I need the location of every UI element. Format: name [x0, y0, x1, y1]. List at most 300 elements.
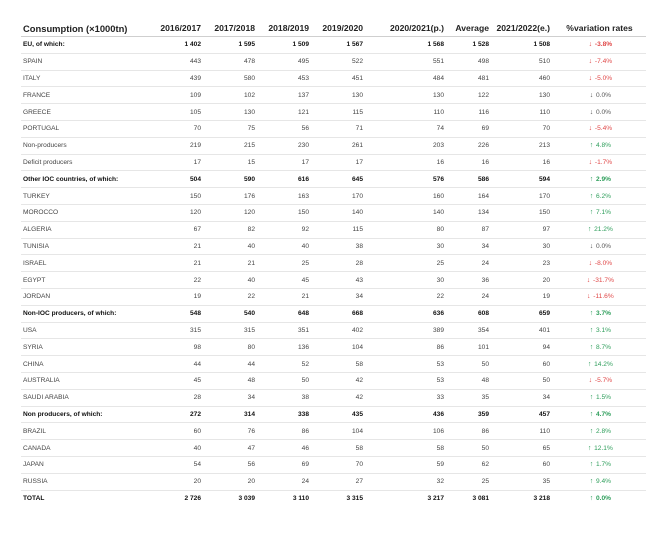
table-row — [21, 238, 646, 255]
row-label: Deficit producers — [21, 154, 151, 171]
row-label: JAPAN — [21, 456, 151, 473]
value-cell: 24 — [447, 255, 492, 272]
arrow-up-icon: ↑ — [589, 326, 594, 334]
value-cell: 1 568 — [366, 37, 447, 54]
row-label: Non-producers — [21, 137, 151, 154]
value-cell: 16 — [366, 154, 447, 171]
value-cell: 498 — [447, 53, 492, 70]
variation-value: -11.6% — [593, 293, 614, 301]
table-row — [21, 188, 646, 205]
value-cell: 586 — [447, 171, 492, 188]
column-header-2018-2019: 2018/2019 — [258, 20, 312, 37]
row-label: MOROCCO — [21, 204, 151, 221]
variation-value: 2.9% — [595, 175, 612, 183]
row-label: AUSTRALIA — [21, 372, 151, 389]
arrow-down-icon: ↓ — [588, 58, 593, 66]
value-cell: 272 — [151, 406, 204, 423]
row-label: RUSSIA — [21, 473, 151, 490]
table-row — [21, 288, 646, 305]
table-row — [21, 154, 646, 171]
value-cell: 580 — [204, 70, 258, 87]
value-cell: 34 — [492, 389, 553, 406]
row-label: ISRAEL — [21, 255, 151, 272]
arrow-down-icon: ↓ — [588, 74, 593, 82]
variation-value: 14.2% — [594, 360, 613, 368]
row-label: ITALY — [21, 70, 151, 87]
value-cell: 40 — [151, 440, 204, 457]
arrow-up-icon: ↑ — [589, 209, 594, 217]
value-cell: 3 217 — [427, 494, 444, 502]
value-cell: 45 — [151, 372, 204, 389]
variation-value: 4.7% — [595, 410, 612, 418]
value-cell: 43 — [312, 272, 366, 289]
value-cell: 170 — [312, 188, 366, 205]
value-cell: 47 — [204, 440, 258, 457]
value-cell: 33 — [366, 389, 447, 406]
value-cell: 20 — [151, 473, 204, 490]
arrow-up-icon: ↑ — [589, 175, 594, 183]
value-cell: 48 — [447, 372, 492, 389]
value-cell: 115 — [312, 221, 366, 238]
table-row — [21, 423, 646, 440]
variation-value: -5.4% — [594, 125, 613, 133]
value-cell: 48 — [204, 372, 258, 389]
value-cell: 140 — [312, 204, 366, 221]
value-cell: 105 — [151, 104, 204, 121]
variation-cell — [553, 104, 646, 121]
value-cell: 32 — [366, 473, 447, 490]
value-cell: 35 — [447, 389, 492, 406]
column-header-2019-2020: 2019/2020 — [312, 20, 366, 37]
arrow-down-icon: ↓ — [588, 259, 593, 267]
value-cell: 38 — [312, 238, 366, 255]
value-cell: 130 — [366, 87, 447, 104]
table-row — [21, 204, 646, 221]
table-row — [21, 37, 646, 54]
value-cell: 130 — [492, 87, 553, 104]
value-cell: 150 — [492, 204, 553, 221]
value-cell: 34 — [312, 288, 366, 305]
value-cell: 25 — [366, 255, 447, 272]
value-cell: 22 — [151, 272, 204, 289]
value-cell: 25 — [258, 255, 312, 272]
row-label: PORTUGAL — [21, 120, 151, 137]
arrow-up-icon: ↑ — [587, 226, 592, 234]
value-cell: 59 — [366, 456, 447, 473]
value-cell: 50 — [258, 372, 312, 389]
value-cell: 176 — [204, 188, 258, 205]
value-cell: 164 — [447, 188, 492, 205]
value-cell: 104 — [312, 423, 366, 440]
table-body — [21, 37, 646, 507]
row-label: FRANCE — [21, 87, 151, 104]
value-cell: 551 — [366, 53, 447, 70]
value-cell: 659 — [492, 305, 553, 322]
value-cell: 226 — [447, 137, 492, 154]
value-cell: 150 — [151, 188, 204, 205]
variation-value: 12.1% — [594, 444, 613, 452]
value-cell: 38 — [258, 389, 312, 406]
variation-cell — [553, 305, 646, 322]
variation-cell — [553, 188, 646, 205]
value-cell: 30 — [492, 238, 553, 255]
value-cell: 28 — [151, 389, 204, 406]
value-cell: 137 — [258, 87, 312, 104]
value-cell: 213 — [492, 137, 553, 154]
variation-cell — [553, 356, 646, 373]
row-label: TOTAL — [23, 494, 45, 502]
value-cell: 481 — [447, 70, 492, 87]
variation-cell — [553, 406, 646, 423]
value-cell: 20 — [204, 473, 258, 490]
value-cell: 21 — [151, 255, 204, 272]
value-cell: 50 — [447, 440, 492, 457]
value-cell: 315 — [204, 322, 258, 339]
arrow-up-icon: ↑ — [589, 494, 594, 502]
arrow-up-icon: ↑ — [587, 360, 592, 368]
value-cell: 203 — [366, 137, 447, 154]
arrow-down-icon: ↓ — [587, 293, 591, 301]
table-row — [21, 53, 646, 70]
value-cell: 136 — [258, 339, 312, 356]
row-label: BRAZIL — [21, 423, 151, 440]
value-cell: 28 — [312, 255, 366, 272]
value-cell: 40 — [204, 272, 258, 289]
value-cell: 122 — [447, 87, 492, 104]
variation-value: 6.2% — [595, 192, 612, 200]
table-row — [21, 339, 646, 356]
value-cell: 1 567 — [312, 37, 366, 54]
value-cell: 24 — [258, 473, 312, 490]
value-cell: 53 — [366, 372, 447, 389]
row-label: TUNISIA — [21, 238, 151, 255]
value-cell: 130 — [204, 104, 258, 121]
value-cell: 110 — [366, 104, 447, 121]
row-label: GREECE — [21, 104, 151, 121]
value-cell: 648 — [258, 305, 312, 322]
value-cell: 15 — [204, 154, 258, 171]
table-row — [21, 456, 646, 473]
table-row — [21, 104, 646, 121]
variation-cell — [553, 423, 646, 440]
table-row — [21, 255, 646, 272]
variation-cell — [553, 87, 646, 104]
value-cell: 36 — [447, 272, 492, 289]
variation-value: 0.0% — [595, 242, 612, 250]
value-cell: 24 — [447, 288, 492, 305]
value-cell: 20 — [492, 272, 553, 289]
variation-cell — [553, 440, 646, 457]
arrow-down-icon: ↓ — [588, 377, 593, 385]
value-cell: 460 — [492, 70, 553, 87]
arrow-up-icon: ↑ — [589, 461, 594, 469]
value-cell: 104 — [312, 339, 366, 356]
value-cell: 30 — [366, 272, 447, 289]
value-cell: 314 — [204, 406, 258, 423]
value-cell: 42 — [312, 372, 366, 389]
value-cell: 163 — [258, 188, 312, 205]
value-cell: 16 — [447, 154, 492, 171]
column-header-2021-2022: 2021/2022(e.) — [492, 20, 553, 37]
value-cell: 522 — [312, 53, 366, 70]
value-cell: 17 — [151, 154, 204, 171]
value-cell: 1 402 — [151, 37, 204, 54]
value-cell: 58 — [366, 440, 447, 457]
value-cell: 27 — [312, 473, 366, 490]
value-cell: 590 — [204, 171, 258, 188]
value-cell: 34 — [204, 389, 258, 406]
value-cell: 62 — [447, 456, 492, 473]
arrow-up-icon: ↑ — [587, 444, 592, 452]
table-row — [21, 120, 646, 137]
table-row — [21, 70, 646, 87]
arrow-up-icon: ↑ — [589, 394, 594, 402]
value-cell: 34 — [447, 238, 492, 255]
table-row — [21, 272, 646, 289]
table-row — [21, 305, 646, 322]
value-cell: 54 — [151, 456, 204, 473]
value-cell: 121 — [258, 104, 312, 121]
value-cell: 69 — [447, 120, 492, 137]
value-cell: 40 — [204, 238, 258, 255]
value-cell: 86 — [258, 423, 312, 440]
variation-cell — [553, 372, 646, 389]
value-cell: 140 — [366, 204, 447, 221]
value-cell: 44 — [204, 356, 258, 373]
table-row — [21, 473, 646, 490]
variation-value: -31.7% — [593, 276, 614, 284]
value-cell: 74 — [366, 120, 447, 137]
table-row — [21, 137, 646, 154]
table-row — [21, 406, 646, 423]
value-cell: 97 — [492, 221, 553, 238]
value-cell: 134 — [447, 204, 492, 221]
arrow-up-icon: ↑ — [589, 343, 594, 351]
value-cell: 16 — [492, 154, 553, 171]
value-cell: 439 — [151, 70, 204, 87]
value-cell: 3 218 — [533, 494, 550, 502]
arrow-down-icon: ↓ — [589, 91, 594, 99]
value-cell: 22 — [204, 288, 258, 305]
value-cell: 261 — [312, 137, 366, 154]
variation-value: 3.7% — [595, 310, 612, 318]
table-row — [21, 490, 646, 506]
row-label: Non producers, of which: — [21, 406, 151, 423]
arrow-up-icon: ↑ — [589, 142, 594, 150]
value-cell: 3 081 — [472, 494, 489, 502]
variation-cell — [553, 490, 646, 506]
value-cell: 453 — [258, 70, 312, 87]
variation-value: -5.7% — [594, 377, 613, 385]
column-header-average: Average — [447, 20, 492, 37]
row-label: JORDAN — [21, 288, 151, 305]
value-cell: 510 — [492, 53, 553, 70]
value-cell: 338 — [258, 406, 312, 423]
arrow-down-icon: ↓ — [588, 125, 593, 133]
value-cell: 17 — [258, 154, 312, 171]
column-header-2017-2018: 2017/2018 — [204, 20, 258, 37]
variation-value: 21.2% — [594, 226, 613, 234]
value-cell: 87 — [447, 221, 492, 238]
value-cell: 402 — [312, 322, 366, 339]
variation-cell — [553, 137, 646, 154]
value-cell: 44 — [151, 356, 204, 373]
table-header-row — [21, 20, 646, 37]
column-header-variation: %variation rates — [553, 20, 646, 37]
arrow-down-icon: ↓ — [588, 158, 593, 166]
variation-value: 4.8% — [595, 142, 612, 150]
value-cell: 67 — [151, 221, 204, 238]
value-cell: 115 — [312, 104, 366, 121]
value-cell: 668 — [312, 305, 366, 322]
variation-cell — [553, 221, 646, 238]
value-cell: 484 — [366, 70, 447, 87]
value-cell: 436 — [366, 406, 447, 423]
variation-value: 8.7% — [595, 343, 612, 351]
variation-cell — [553, 288, 646, 305]
row-label: EGYPT — [21, 272, 151, 289]
value-cell: 98 — [151, 339, 204, 356]
value-cell: 109 — [151, 87, 204, 104]
table-row — [21, 440, 646, 457]
variation-value: 0.0% — [595, 108, 612, 116]
variation-value: 2.8% — [595, 427, 612, 435]
value-cell: 160 — [366, 188, 447, 205]
table-row — [21, 322, 646, 339]
value-cell: 21 — [204, 255, 258, 272]
variation-value: 7.1% — [595, 209, 612, 217]
value-cell: 110 — [492, 104, 553, 121]
value-cell: 86 — [366, 339, 447, 356]
variation-value: -7.4% — [594, 58, 613, 66]
value-cell: 540 — [204, 305, 258, 322]
value-cell: 70 — [151, 120, 204, 137]
value-cell: 315 — [151, 322, 204, 339]
value-cell: 35 — [492, 473, 553, 490]
value-cell: 106 — [366, 423, 447, 440]
arrow-down-icon: ↓ — [586, 276, 591, 284]
value-cell: 608 — [447, 305, 492, 322]
value-cell: 457 — [492, 406, 553, 423]
variation-cell — [553, 255, 646, 272]
value-cell: 215 — [204, 137, 258, 154]
value-cell: 69 — [258, 456, 312, 473]
variation-cell — [553, 272, 646, 289]
value-cell: 53 — [366, 356, 447, 373]
row-label: EU, of which: — [21, 37, 151, 54]
value-cell: 25 — [447, 473, 492, 490]
value-cell: 56 — [204, 456, 258, 473]
variation-value: -8.0% — [594, 259, 613, 267]
table-row — [21, 87, 646, 104]
value-cell: 219 — [151, 137, 204, 154]
value-cell: 19 — [151, 288, 204, 305]
value-cell: 19 — [492, 288, 553, 305]
value-cell: 548 — [151, 305, 204, 322]
variation-cell — [553, 120, 646, 137]
value-cell: 71 — [312, 120, 366, 137]
value-cell: 70 — [312, 456, 366, 473]
row-label: CHINA — [21, 356, 151, 373]
value-cell: 594 — [492, 171, 553, 188]
value-cell: 21 — [151, 238, 204, 255]
arrow-up-icon: ↑ — [589, 478, 594, 486]
value-cell: 504 — [151, 171, 204, 188]
value-cell: 120 — [204, 204, 258, 221]
arrow-down-icon: ↓ — [589, 242, 594, 250]
value-cell: 40 — [258, 238, 312, 255]
variation-cell — [553, 70, 646, 87]
value-cell: 1 508 — [492, 37, 553, 54]
value-cell: 76 — [204, 423, 258, 440]
value-cell: 116 — [447, 104, 492, 121]
value-cell: 359 — [447, 406, 492, 423]
value-cell: 60 — [492, 356, 553, 373]
value-cell: 65 — [492, 440, 553, 457]
value-cell: 56 — [258, 120, 312, 137]
arrow-up-icon: ↑ — [589, 310, 594, 318]
row-label: SPAIN — [21, 53, 151, 70]
value-cell: 645 — [312, 171, 366, 188]
value-cell: 102 — [204, 87, 258, 104]
variation-value: 9.4% — [595, 478, 612, 486]
value-cell: 351 — [258, 322, 312, 339]
variation-cell — [553, 339, 646, 356]
value-cell: 230 — [258, 137, 312, 154]
value-cell: 22 — [366, 288, 447, 305]
variation-cell — [553, 238, 646, 255]
arrow-down-icon: ↓ — [588, 41, 593, 49]
value-cell: 42 — [312, 389, 366, 406]
value-cell: 1 595 — [204, 37, 258, 54]
value-cell: 30 — [366, 238, 447, 255]
variation-cell — [553, 456, 646, 473]
arrow-up-icon: ↑ — [589, 427, 594, 435]
value-cell: 616 — [258, 171, 312, 188]
variation-value: 3.1% — [595, 326, 612, 334]
table-row — [21, 389, 646, 406]
variation-cell — [553, 204, 646, 221]
column-header-2016-2017: 2016/2017 — [151, 20, 204, 37]
value-cell: 435 — [312, 406, 366, 423]
variation-cell — [553, 322, 646, 339]
value-cell: 3 110 — [292, 494, 309, 502]
row-label: Other IOC countries, of which: — [21, 171, 151, 188]
value-cell: 82 — [204, 221, 258, 238]
row-label: USA — [21, 322, 151, 339]
variation-cell — [553, 389, 646, 406]
value-cell: 94 — [492, 339, 553, 356]
value-cell: 389 — [366, 322, 447, 339]
column-header-2020-2021: 2020/2021(p.) — [366, 20, 447, 37]
value-cell: 52 — [258, 356, 312, 373]
row-label: TURKEY — [21, 188, 151, 205]
variation-cell — [553, 154, 646, 171]
value-cell: 101 — [447, 339, 492, 356]
variation-cell — [553, 171, 646, 188]
value-cell: 1 528 — [447, 37, 492, 54]
variation-value: 0.0% — [595, 91, 612, 99]
value-cell: 50 — [447, 356, 492, 373]
variation-value: -3.8% — [594, 41, 613, 49]
table-title: Consumption (×1000tn) — [21, 20, 151, 37]
value-cell: 354 — [447, 322, 492, 339]
value-cell: 80 — [366, 221, 447, 238]
value-cell: 58 — [312, 356, 366, 373]
table-row — [21, 372, 646, 389]
table-row — [21, 356, 646, 373]
variation-value: 1.5% — [595, 394, 612, 402]
